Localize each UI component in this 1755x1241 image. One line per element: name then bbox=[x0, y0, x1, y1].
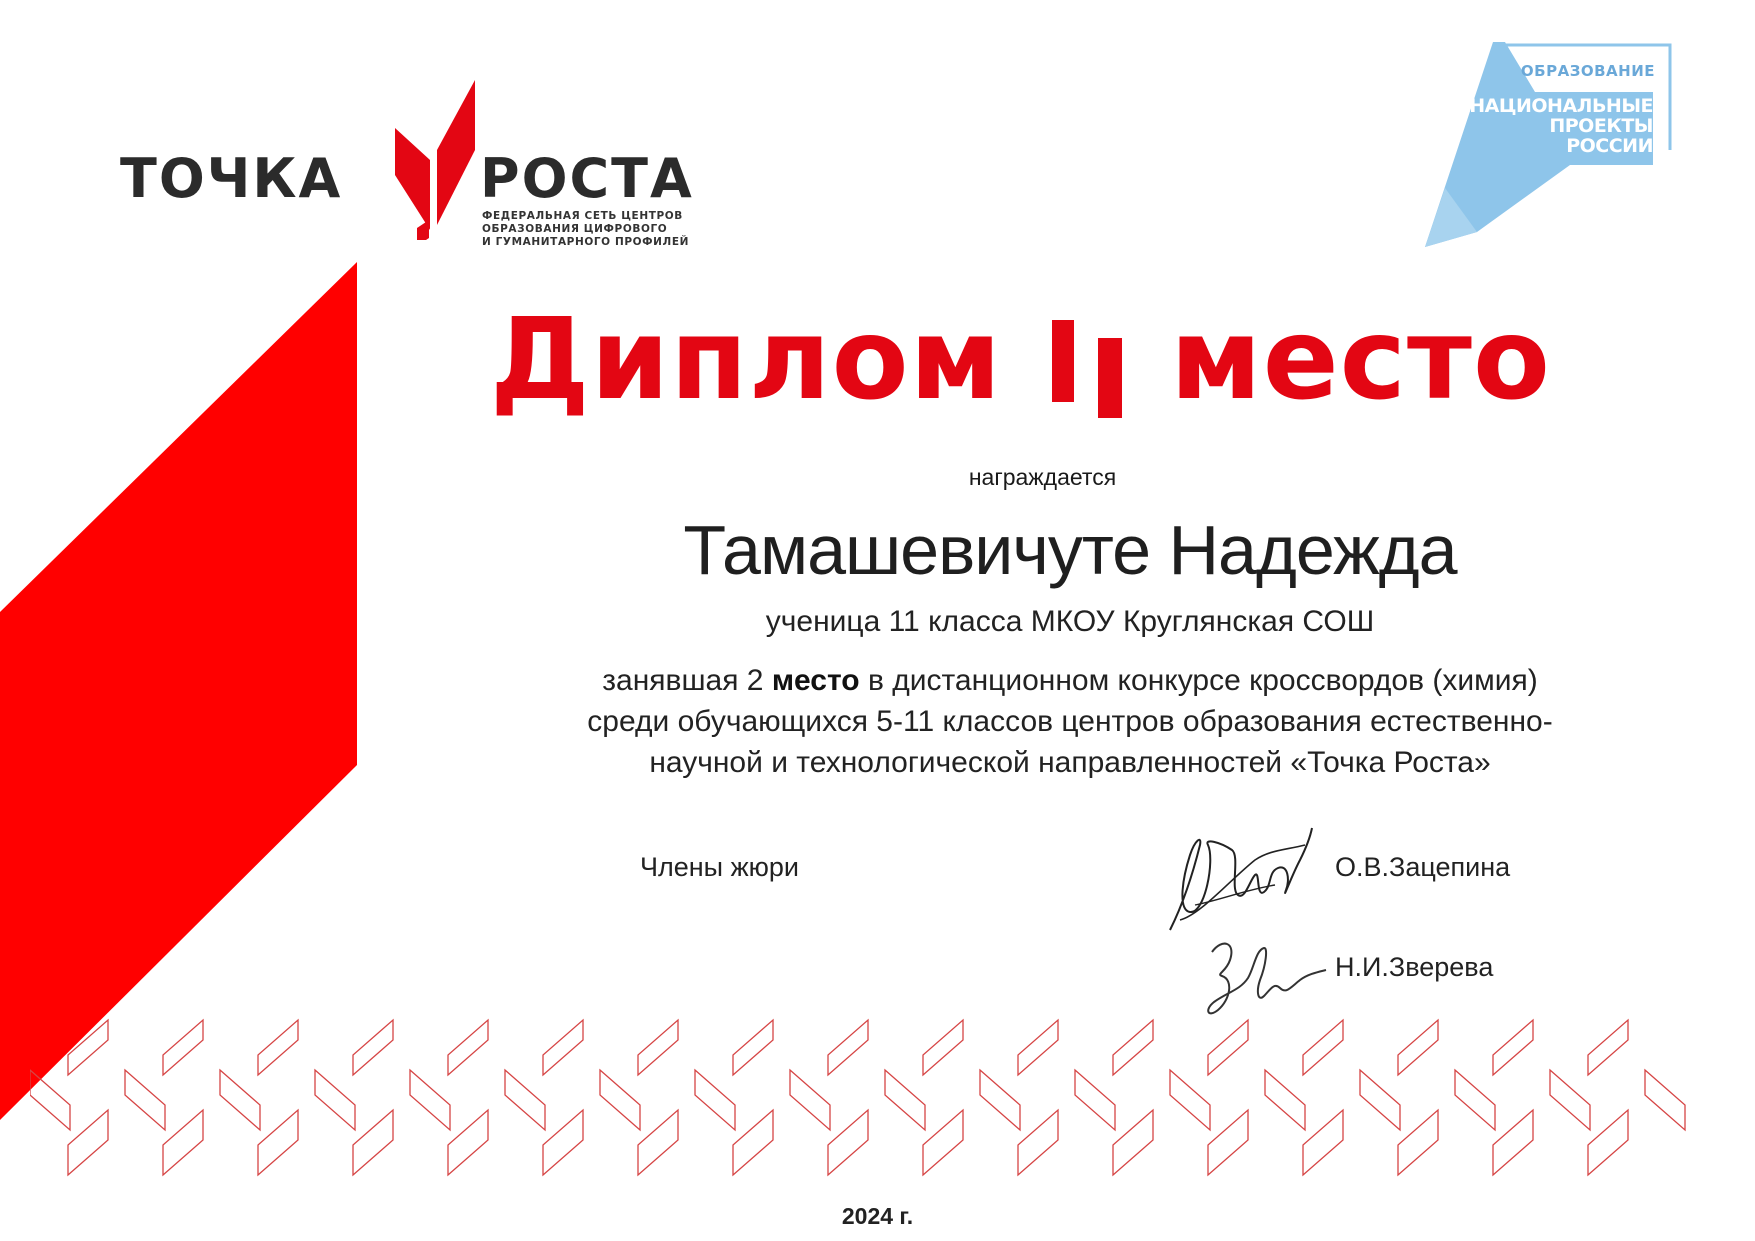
pattern-tile bbox=[695, 1070, 735, 1130]
pattern-tile bbox=[923, 1020, 963, 1075]
pattern-tile bbox=[353, 1110, 393, 1175]
national-projects-label: ОБРАЗОВАНИЕ bbox=[1520, 62, 1655, 80]
pattern-tile bbox=[448, 1020, 488, 1075]
achievement-text bbox=[520, 660, 1620, 783]
pattern-tile bbox=[543, 1110, 583, 1175]
pattern-tile bbox=[30, 1070, 70, 1130]
pattern-tile bbox=[600, 1070, 640, 1130]
diploma-heading bbox=[490, 290, 1551, 430]
logo-sprout-icon bbox=[375, 80, 485, 240]
signature-zatsepina bbox=[1160, 820, 1320, 935]
jury-member-name: О.В.Зацепина bbox=[1335, 852, 1511, 882]
decorative-pattern bbox=[30, 1015, 1720, 1185]
student-info: ученица 11 класса МКОУ Круглянская СОШ bbox=[765, 605, 1375, 638]
logo-word-right: РОСТА bbox=[480, 147, 694, 210]
pattern-tile bbox=[1303, 1110, 1343, 1175]
recipient-name: Тамашевичуте Надежда bbox=[683, 511, 1457, 589]
national-projects-title-line: РОССИИ bbox=[1566, 135, 1653, 157]
pattern-tile bbox=[1360, 1070, 1400, 1130]
pattern-tile bbox=[1208, 1020, 1248, 1075]
pattern-tile bbox=[68, 1020, 108, 1075]
pattern-tile bbox=[543, 1020, 583, 1075]
national-projects-title bbox=[1469, 96, 1653, 156]
tochka-rosta-logo bbox=[120, 80, 720, 250]
pattern-tile bbox=[258, 1020, 298, 1075]
pattern-tile bbox=[1075, 1070, 1115, 1130]
pattern-tile bbox=[410, 1070, 450, 1130]
year-label: 2024 г. bbox=[841, 1203, 914, 1229]
national-projects-title-line: НАЦИОНАЛЬНЫЕ bbox=[1469, 95, 1653, 117]
heading-place-word: место bbox=[1170, 295, 1551, 425]
logo-subtitle-line: ФЕДЕРАЛЬНАЯ СЕТЬ ЦЕНТРОВ bbox=[482, 210, 683, 222]
achievement-prefix: занявшая 2 bbox=[602, 664, 772, 697]
pattern-tile bbox=[1588, 1110, 1628, 1175]
logo-subtitle-line: ОБРАЗОВАНИЯ ЦИФРОВОГО bbox=[482, 223, 668, 235]
pattern-tile bbox=[353, 1020, 393, 1075]
pattern-tile bbox=[1398, 1110, 1438, 1175]
pattern-tile bbox=[923, 1110, 963, 1175]
pattern-tile bbox=[258, 1110, 298, 1175]
pattern-tile bbox=[1208, 1110, 1248, 1175]
pattern-tile bbox=[1550, 1070, 1590, 1130]
pattern-tile bbox=[1455, 1070, 1495, 1130]
jury-member-name: Н.И.Зверева bbox=[1335, 952, 1494, 982]
pattern-tile bbox=[980, 1070, 1020, 1130]
achievement-bold-word: место bbox=[771, 664, 860, 697]
signature-zvereva bbox=[1200, 930, 1330, 1025]
jury-label: Члены жюри bbox=[640, 852, 799, 882]
awarded-label: награждается bbox=[968, 464, 1117, 490]
pattern-tile bbox=[1303, 1020, 1343, 1075]
pattern-tile bbox=[1018, 1020, 1058, 1075]
pattern-tile bbox=[125, 1070, 165, 1130]
pattern-tile bbox=[1170, 1070, 1210, 1130]
pattern-tile bbox=[733, 1110, 773, 1175]
achievement-line: научной и технологической направленностей «Точка Роста» bbox=[649, 746, 1491, 779]
pattern-tile bbox=[828, 1110, 868, 1175]
pattern-tile bbox=[1398, 1020, 1438, 1075]
pattern-tile bbox=[315, 1070, 355, 1130]
pattern-tile bbox=[1645, 1070, 1685, 1130]
pattern-tile bbox=[1493, 1020, 1533, 1075]
pattern-tile bbox=[1588, 1020, 1628, 1075]
achievement-line: среди обучающихся 5-11 классов центров образования естественно- bbox=[587, 705, 1553, 738]
pattern-tile bbox=[828, 1020, 868, 1075]
pattern-tile bbox=[220, 1070, 260, 1130]
pattern-tile bbox=[1265, 1070, 1305, 1130]
achievement-line1-rest: в дистанционном конкурсе кроссвордов (химия) bbox=[859, 664, 1538, 697]
pattern-tile bbox=[790, 1070, 830, 1130]
pattern-tile bbox=[885, 1070, 925, 1130]
pattern-tile bbox=[1493, 1110, 1533, 1175]
national-projects-logo bbox=[1425, 40, 1685, 250]
pattern-tile bbox=[638, 1110, 678, 1175]
pattern-tile bbox=[1113, 1020, 1153, 1075]
logo-word-left: ТОЧКА bbox=[120, 147, 343, 210]
pattern-tile bbox=[505, 1070, 545, 1130]
place-numeral-graphic bbox=[1052, 300, 1152, 420]
pattern-tile bbox=[163, 1020, 203, 1075]
pattern-tile bbox=[1113, 1110, 1153, 1175]
pattern-tile bbox=[733, 1020, 773, 1075]
heading-diploma-word: Диплом bbox=[490, 295, 1003, 425]
pattern-tile bbox=[448, 1110, 488, 1175]
logo-subtitle-line: И ГУМАНИТАРНОГО ПРОФИЛЕЙ bbox=[482, 236, 690, 248]
national-projects-title-line: ПРОЕКТЫ bbox=[1549, 115, 1653, 137]
pattern-tile bbox=[1018, 1110, 1058, 1175]
pattern-tile bbox=[163, 1110, 203, 1175]
achievement-line bbox=[520, 660, 1620, 701]
pattern-tile bbox=[638, 1020, 678, 1075]
logo-subtitle bbox=[482, 210, 689, 249]
pattern-tile bbox=[68, 1110, 108, 1175]
